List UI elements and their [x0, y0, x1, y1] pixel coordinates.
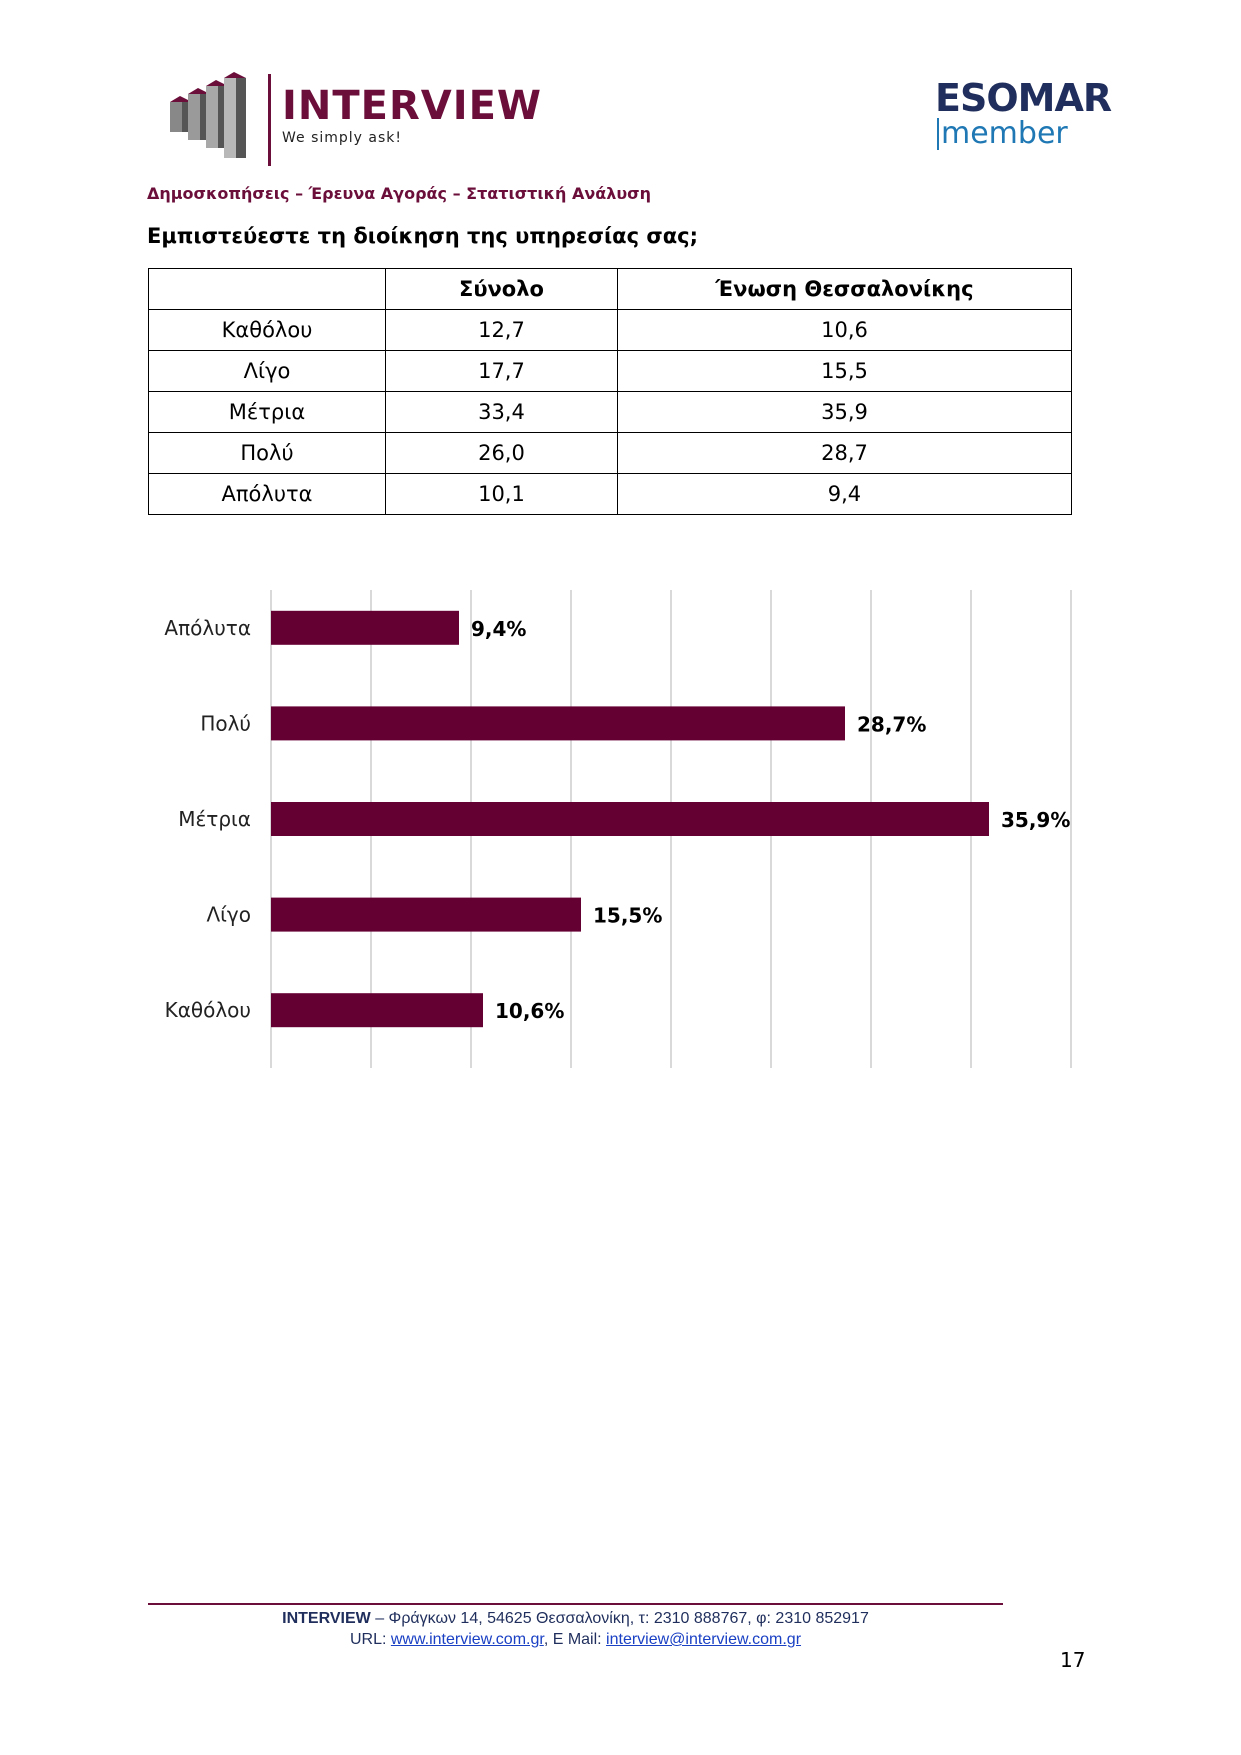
- table-header-cell: Ένωση Θεσσαλονίκης: [617, 269, 1071, 310]
- table-header-cell: Σύνολο: [385, 269, 617, 310]
- table-cell: 15,5: [617, 351, 1071, 392]
- table-cell: Καθόλου: [149, 310, 386, 351]
- table-cell: 17,7: [385, 351, 617, 392]
- category-label: Καθόλου: [164, 998, 251, 1023]
- category-label: Πολύ: [200, 711, 251, 736]
- table-cell: 35,9: [617, 392, 1071, 433]
- bar-chart: [140, 580, 1100, 1070]
- esomar-member: member: [937, 118, 1115, 150]
- logo-name: INTERVIEW: [282, 83, 543, 129]
- data-label: 35,9%: [1001, 808, 1071, 832]
- table-cell: Μέτρια: [149, 392, 386, 433]
- logo-divider: [268, 74, 271, 166]
- table-cell: Πολύ: [149, 433, 386, 474]
- footer-divider: [148, 1603, 1003, 1605]
- esomar-name: ESOMAR: [935, 76, 1112, 120]
- bar: [271, 993, 483, 1027]
- page-subtitle: Δημοσκοπήσεις – Έρευνα Αγοράς – Στατιστική Ανάλυση: [147, 184, 651, 203]
- bar: [271, 706, 845, 740]
- bar: [271, 802, 989, 836]
- footer-mail-link[interactable]: interview@interview.com.gr: [606, 1631, 802, 1648]
- data-label: 28,7%: [857, 712, 927, 737]
- table-row: [149, 474, 1072, 515]
- table-row: [149, 433, 1072, 474]
- table-row: [149, 351, 1072, 392]
- table-cell: 28,7: [617, 433, 1071, 474]
- page-number: 17: [1060, 1648, 1086, 1672]
- footer-address: – Φράγκων 14, 54625 Θεσσαλονίκη, τ: 2310 888767, φ: 2310 852917: [370, 1610, 869, 1627]
- table-cell: 12,7: [385, 310, 617, 351]
- footer: [148, 1608, 1003, 1650]
- footer-url-label: URL:: [349, 1631, 391, 1648]
- table-cell: 33,4: [385, 392, 617, 433]
- table-header-cell: [149, 269, 386, 310]
- table-cell: 9,4: [617, 474, 1071, 515]
- table-cell: Απόλυτα: [149, 474, 386, 515]
- category-label: Απόλυτα: [164, 615, 251, 640]
- table-cell: Λίγο: [149, 351, 386, 392]
- interview-logo: [170, 72, 543, 172]
- results-table: [148, 268, 1072, 515]
- category-label: Λίγο: [206, 902, 251, 927]
- footer-company: INTERVIEW: [282, 1610, 371, 1627]
- bar: [271, 898, 581, 932]
- logo-tagline: We simply ask!: [282, 130, 403, 146]
- table-cell: 10,6: [617, 310, 1071, 351]
- category-label: Μέτρια: [178, 807, 251, 831]
- data-label: 10,6%: [495, 999, 565, 1024]
- table-row: [149, 392, 1072, 433]
- data-label: 9,4%: [471, 616, 527, 641]
- data-label: 15,5%: [593, 903, 663, 928]
- bar-chart-logo-icon: [170, 72, 270, 162]
- table-cell: 26,0: [385, 433, 617, 474]
- table-header-row: [149, 269, 1072, 310]
- table-cell: 10,1: [385, 474, 617, 515]
- footer-mail-label: , E Mail:: [543, 1631, 607, 1648]
- esomar-logo: [935, 78, 1115, 150]
- table-row: [149, 310, 1072, 351]
- bar: [271, 611, 459, 645]
- footer-url-link[interactable]: www.interview.com.gr: [390, 1631, 544, 1648]
- question-title: Εμπιστεύεστε τη διοίκηση της υπηρεσίας σας;: [147, 224, 698, 248]
